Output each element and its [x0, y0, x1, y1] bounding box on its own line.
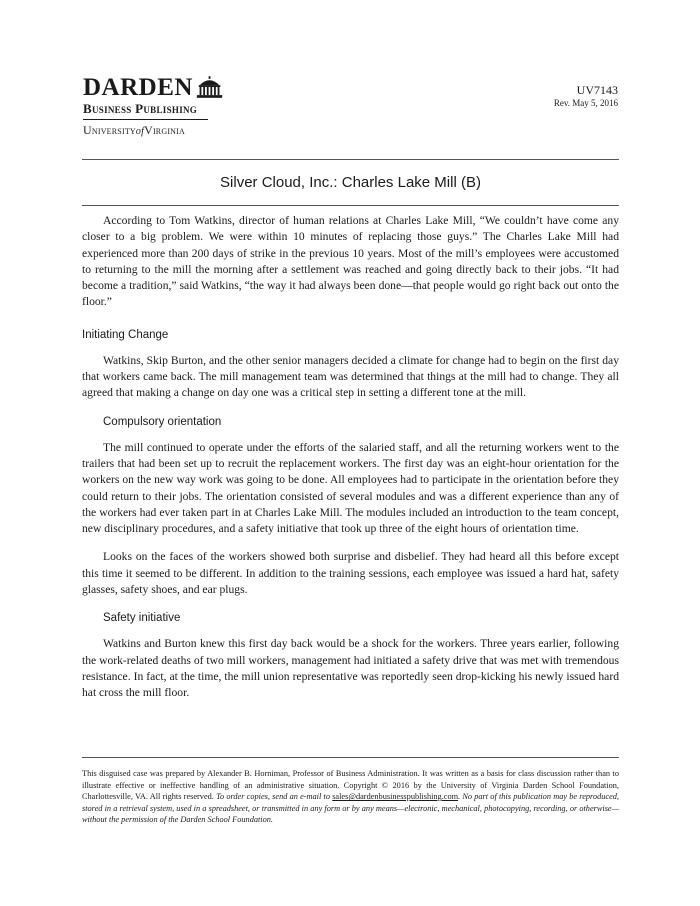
- case-number: UV7143: [576, 83, 618, 97]
- intro-paragraph: According to Tom Watkins, director of human relations at Charles Lake Mill, “We couldn’t have come any closer to a big problem. We were within 10 minutes of replacing those guys.” The Charles Lake Mill had experienced more than 200 days of strike in the previous 10 years. Most of the mill’s employees were accustomed to returning to the mill the morning after a settlement was reached and going directly back to their jobs. “It had become a tradition,” said Watkins, “the way it had always been done—that people would go right back out onto the floor.”: [82, 214, 619, 309]
- body-paragraph: Watkins and Burton knew this first day back would be a shock for the workers. Three years earlier, following the work-related deaths of two mill workers, management had initiated a safety drive that was met with tremendous resistance. In fact, at the time, the mill union representative was reportedly seen drop-kicking his newly issued hard hat cross the mill floor.: [82, 637, 619, 700]
- body-paragraph: Watkins, Skip Burton, and the other senior managers decided a climate for change had to begin on the first day that workers came back. The mill management team was determined that things at the mill had to change. They all agreed that making a change on day one was a critical step in setting a different tone at the mill.: [82, 353, 619, 400]
- logo-university-suffix: Virginia: [144, 123, 186, 137]
- logo-darden-text: DARDEN: [83, 74, 193, 101]
- revision-date: Rev. May 5, 2016: [553, 98, 618, 108]
- darden-logo: [83, 72, 223, 139]
- footer-text: This disguised case was prepared by Alexander B. Horniman, Professor of Business Administration. It was written as a basis for class discussion rather than to illustrate effective or ineffective handling of an administrative situation. Copyright © 2016 by the University of Virginia Darden School Foundation, Charlottesville, VA. All rights reserved.: [82, 769, 619, 802]
- subheading-compulsory-orientation: Compulsory orientation: [103, 415, 222, 428]
- case-identifier: [554, 83, 618, 109]
- rotunda-icon: [196, 74, 223, 100]
- body-paragraph: Looks on the faces of the workers showed both surprise and disbelief. They had heard all this before except this time it seemed to be different. In addition to the training sessions, each employee was issued a hard hat, safety glasses, safety shoes, and ear plugs.: [82, 550, 619, 597]
- footer-note: [82, 768, 619, 826]
- email-link[interactable]: sales@dardenbusinesspublishing.com: [332, 792, 459, 802]
- case-body: [82, 213, 619, 714]
- footer-rights-text: . No part of this publication may be reproduced, stored in a retrieval system, used in a spreadsheet, or transmitted in any form or by any means—electronic, mechanical, photocopying, recording, or otherwise—without the permission of the Darden School Foundation.: [82, 792, 620, 825]
- logo-business-publishing: Business Publishing: [83, 101, 198, 116]
- logo-divider: [83, 119, 208, 120]
- title-divider: [82, 205, 619, 206]
- footer-divider: [82, 757, 619, 758]
- logo-university: [83, 123, 223, 139]
- footer-order-text: To order copies, send an e-mail to: [216, 792, 330, 802]
- case-title: Silver Cloud, Inc.: Charles Lake Mill (B): [220, 174, 481, 191]
- body-paragraph: The mill continued to operate under the efforts of the salaried staff, and all the returning workers went to the trailers that had been set up to recruit the replacement workers. The first day was an eight-hour orientation for the workers on the new way work was going to be done. All employees had to participate in the orientation before they could return to their jobs. The orientation consisted of several modules and was a different experience than any of the workers had ever taken part in at Charles Lake Mill. The modules included an introduction to the team concept, new disciplinary procedures, and a safety initiative that took up three of the eight hours of orientation time.: [82, 440, 619, 536]
- header-divider: [82, 159, 619, 160]
- section-heading-initiating-change: Initiating Change: [82, 328, 169, 341]
- logo-university-prefix: University: [83, 123, 136, 137]
- subheading-safety-initiative: Safety initiative: [103, 612, 181, 625]
- logo-university-of: of: [135, 126, 145, 137]
